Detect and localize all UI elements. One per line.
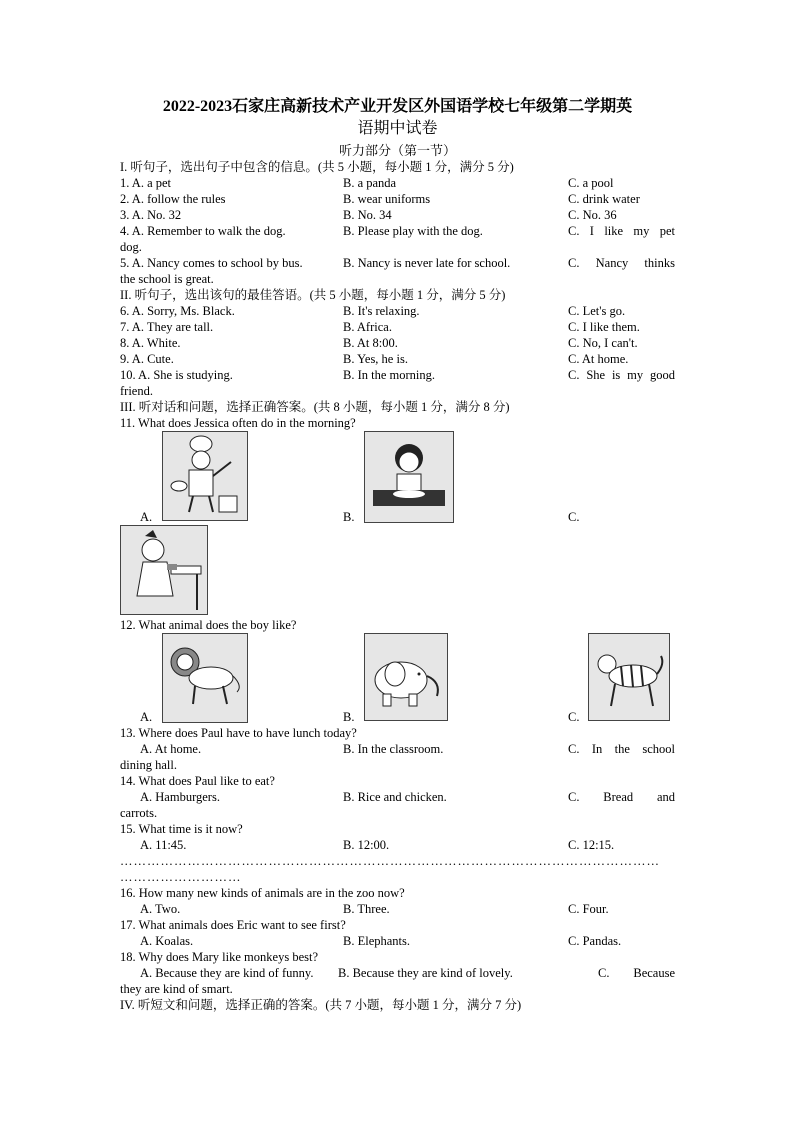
question-11-text: 11. What does Jessica often do in the morning? [120, 416, 356, 430]
option-c: C. Let's go. [568, 304, 626, 318]
question-15-text: 15. What time is it now? [120, 822, 243, 836]
cleaning-picture [120, 525, 208, 615]
option-c: C. Bread and [568, 790, 675, 804]
cooking-picture [162, 431, 248, 521]
option-b: B. Because they are kind of lovely. [338, 966, 513, 980]
cooking-illustration [163, 432, 247, 520]
page-title-cont: 语期中试卷 [357, 120, 438, 137]
option-a: 10. A. She is studying. [120, 368, 233, 382]
option-c: C. No, I can't. [568, 336, 638, 350]
question-2 [120, 191, 675, 207]
page-title: 2022-2023石家庄高新技术产业开发区外国语学校七年级第二学期英 [162, 98, 633, 115]
tiger-picture [588, 633, 670, 721]
option-a: 2. A. follow the rules [120, 192, 226, 206]
section-subtitle: 听力部分（第一节） [338, 143, 456, 158]
dotted-separator: ………………………………………………………………………………………………………… [120, 854, 660, 868]
picture-label-c: C. [568, 710, 580, 724]
picture-label-b: B. [343, 710, 355, 724]
option-b: B. 12:00. [343, 838, 390, 852]
option-c: C. Four. [568, 902, 609, 916]
lion-illustration [163, 634, 247, 722]
option-a: A. Koalas. [140, 934, 194, 948]
option-b: B. At 8:00. [343, 336, 398, 350]
option-a: 6. A. Sorry, Ms. Black. [120, 304, 235, 318]
option-a: A. Hamburgers. [140, 790, 220, 804]
option-a: 8. A. White. [120, 336, 181, 350]
question-11-picture-c [120, 525, 675, 617]
option-c-cont: the school is great. [120, 272, 214, 286]
section-2-heading: II. 听句子，选出该句的最佳答语。(共 5 小题，每小题 1 分，满分 5 分) [120, 288, 506, 302]
section-4-heading: IV. 听短文和问题，选择正确的答案。(共 7 小题，每小题 1 分，满分 7 分) [120, 998, 522, 1012]
dotted-separator-cont: ……………………… [120, 870, 242, 884]
question-17-options [120, 933, 675, 949]
option-b: B. Africa. [343, 320, 392, 334]
option-c-cont: friend. [120, 384, 153, 398]
question-12-pictures [120, 633, 675, 725]
question-13-options [120, 741, 675, 757]
option-b: B. Please play with the dog. [343, 224, 483, 238]
elephant-picture [364, 633, 448, 721]
washing-illustration [365, 432, 453, 522]
elephant-illustration [365, 634, 447, 720]
option-b: B. In the morning. [343, 368, 436, 382]
picture-label-a: A. [140, 710, 153, 724]
question-13-text: 13. Where does Paul have to have lunch today? [120, 726, 357, 740]
option-c: C. I like my pet [568, 224, 675, 238]
option-c: C. 12:15. [568, 838, 615, 852]
exam-page [120, 96, 675, 1013]
option-a: 7. A. They are tall. [120, 320, 214, 334]
question-16-text: 16. How many new kinds of animals are in the zoo now? [120, 886, 405, 900]
question-9 [120, 351, 675, 367]
option-c-cont: dining hall. [120, 758, 177, 772]
option-b: B. Nancy is never late for school. [343, 256, 511, 270]
option-b: B. wear uniforms [343, 192, 431, 206]
option-b: B. It's relaxing. [343, 304, 420, 318]
option-c: C. She is my good [568, 368, 675, 382]
lion-picture [162, 633, 248, 723]
section-3-heading: III. 听对话和问题，选择正确答案。(共 8 小题，每小题 1 分，满分 8 分) [120, 400, 510, 414]
option-a: A. Two. [140, 902, 181, 916]
option-c: C. a pool [568, 176, 614, 190]
option-a: A. 11:45. [140, 838, 187, 852]
option-a: 1. A. a pet [120, 176, 172, 190]
question-5 [120, 255, 675, 271]
question-4 [120, 223, 675, 239]
option-c-cont: they are kind of smart. [120, 982, 233, 996]
option-c-cont: dog. [120, 240, 142, 254]
cleaning-illustration [121, 526, 207, 614]
option-c: C. In the school [568, 742, 675, 756]
option-c: C. At home. [568, 352, 629, 366]
question-17-text: 17. What animals does Eric want to see first? [120, 918, 346, 932]
question-18-options [120, 965, 675, 981]
tiger-illustration [589, 634, 669, 720]
section-1-heading: I. 听句子，选出句子中包含的信息。(共 5 小题，每小题 1 分，满分 5 分) [120, 160, 514, 174]
option-b: B. No. 34 [343, 208, 392, 222]
option-b: B. Yes, he is. [343, 352, 408, 366]
option-b: B. In the classroom. [343, 742, 444, 756]
question-6 [120, 303, 675, 319]
option-a: A. At home. [140, 742, 202, 756]
option-c: C. Pandas. [568, 934, 622, 948]
option-c: C. No. 36 [568, 208, 617, 222]
option-b: B. Three. [343, 902, 390, 916]
picture-label-c: C. [568, 510, 580, 524]
question-8 [120, 335, 675, 351]
question-12-text: 12. What animal does the boy like? [120, 618, 297, 632]
option-a: A. Because they are kind of funny. [140, 966, 314, 980]
picture-label-a: A. [140, 510, 153, 524]
option-c: C. Nancy thinks [568, 256, 675, 270]
option-b: B. a panda [343, 176, 397, 190]
question-14-text: 14. What does Paul like to eat? [120, 774, 275, 788]
question-1 [120, 175, 675, 191]
option-b: B. Elephants. [343, 934, 411, 948]
question-11-pictures [120, 431, 675, 525]
option-a: 9. A. Cute. [120, 352, 174, 366]
question-7 [120, 319, 675, 335]
question-15-options [120, 837, 675, 853]
question-10 [120, 367, 675, 383]
option-a: 3. A. No. 32 [120, 208, 182, 222]
question-3 [120, 207, 675, 223]
option-c: C. I like them. [568, 320, 640, 334]
option-b: B. Rice and chicken. [343, 790, 447, 804]
option-a: 5. A. Nancy comes to school by bus. [120, 256, 303, 270]
question-16-options [120, 901, 675, 917]
option-c: C. drink water [568, 192, 640, 206]
picture-label-b: B. [343, 510, 355, 524]
question-14-options [120, 789, 675, 805]
option-c: C. Because [598, 966, 675, 980]
option-a: 4. A. Remember to walk the dog. [120, 224, 286, 238]
option-c-cont: carrots. [120, 806, 158, 820]
washing-picture [364, 431, 454, 523]
question-18-text: 18. Why does Mary like monkeys best? [120, 950, 318, 964]
